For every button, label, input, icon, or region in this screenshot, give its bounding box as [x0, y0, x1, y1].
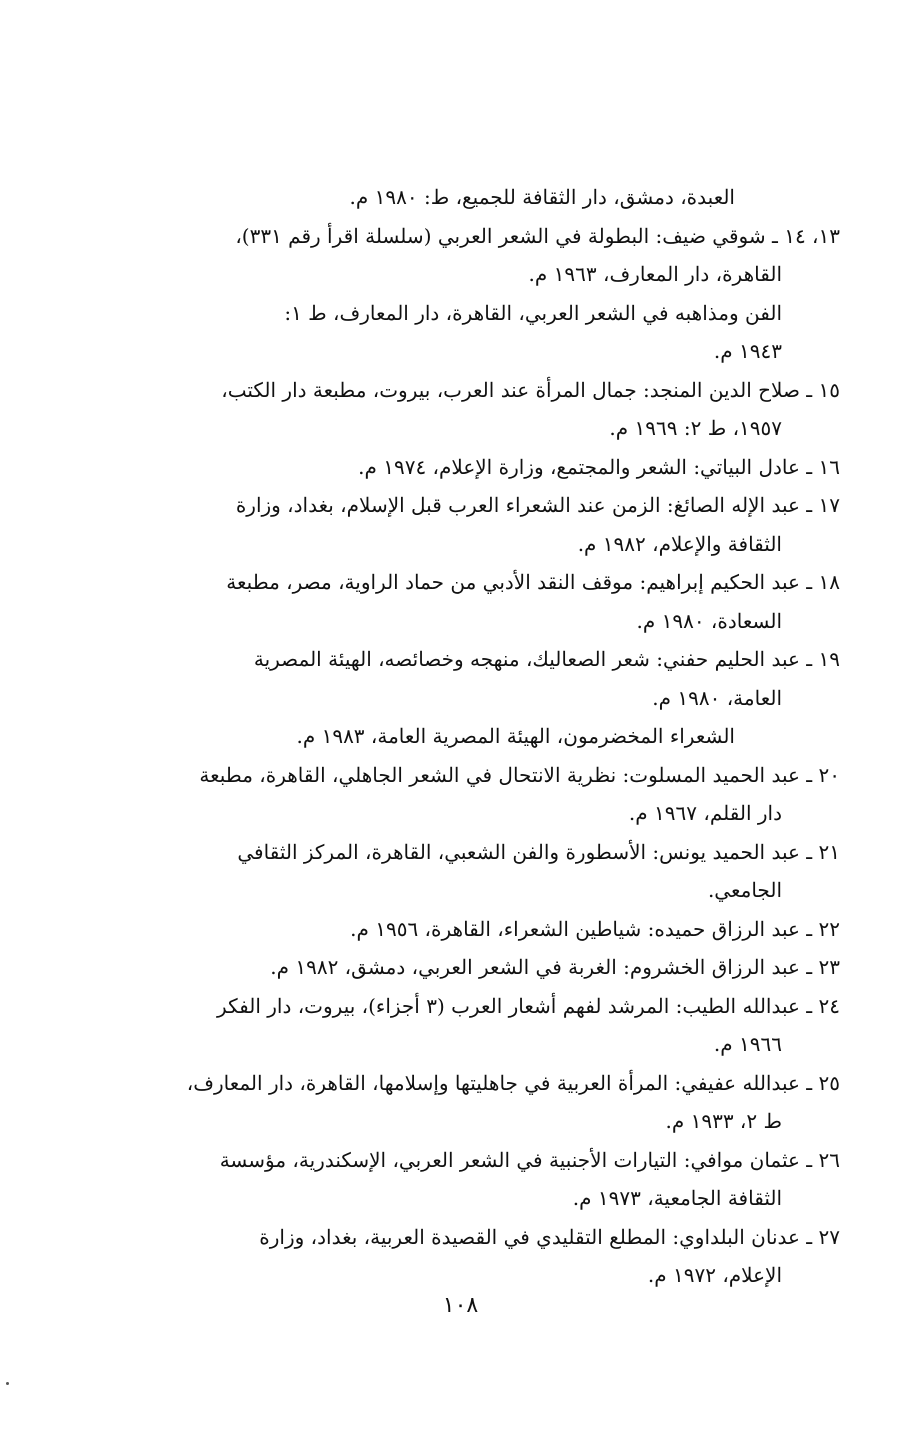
scan-speck — [6, 1382, 9, 1385]
bibliography-entry-line: ١٩ ـ عبد الحليم حفني: شعر الصعاليك، منهجه وخصائصه، الهيئة المصرية — [253, 647, 840, 671]
bibliography-continuation-line: الفن ومذاهبه في الشعر العربي، القاهرة، دار المعارف، ط ١: — [284, 300, 782, 325]
bibliography-entry-line: ٢٠ ـ عبد الحميد المسلوت: نظرية الانتحال في الشعر الجاهلي، القاهرة، مطبعة — [199, 762, 840, 787]
bibliography-continuation-line: ط ٢، ١٩٣٣ م. — [665, 1109, 782, 1133]
bibliography-continuation-line: الثقافة الجامعية، ١٩٧٣ م. — [572, 1186, 782, 1210]
bibliography-entry-line: ٢٦ ـ عثمان موافي: التيارات الأجنبية في الشعر العربي، الإسكندرية، مؤسسة — [219, 1147, 840, 1172]
bibliography-entry-line: ١٦ ـ عادل البياتي: الشعر والمجتمع، وزارة الإعلام، ١٩٧٤ م. — [358, 454, 840, 479]
bibliography-entry-line: ١٨ ـ عبد الحكيم إبراهيم: موقف النقد الأدبي من حماد الراوية، مصر، مطبعة — [226, 570, 840, 594]
bibliography-list — [80, 178, 840, 1295]
bibliography-continuation-line: السعادة، ١٩٨٠ م. — [636, 608, 782, 633]
bibliography-continuation-line: العبدة، دمشق، دار الثقافة للجميع، ط: ١٩٨٠ م. — [349, 185, 735, 209]
bibliography-entry-line: ٢١ ـ عبد الحميد يونس: الأسطورة والفن الشعبي، القاهرة، المركز الثقافي — [237, 839, 840, 864]
bibliography-entry-line: ٢٢ ـ عبد الرزاق حميده: شياطين الشعراء، القاهرة، ١٩٥٦ م. — [350, 916, 840, 941]
bibliography-entry-line: ١٥ ـ صلاح الدين المنجد: جمال المرأة عند العرب، بيروت، مطبعة دار الكتب، — [221, 377, 840, 402]
bibliography-continuation-line: الشعراء المخضرمون، الهيئة المصرية العامة، ١٩٨٣ م. — [296, 724, 735, 748]
bibliography-entry-line: ١٣، ١٤ ـ شوقي ضيف: البطولة في الشعر العربي (سلسلة اقرأ رقم ٣٣١)، — [235, 223, 840, 248]
bibliography-entry-line: ٢٧ ـ عدنان البلداوي: المطلع التقليدي في القصيدة العربية، بغداد، وزارة — [259, 1224, 840, 1249]
bibliography-entry-line: ٢٤ ـ عبدالله الطيب: المرشد لفهم أشعار العرب (٣ أجزاء)، بيروت، دار الفكر — [217, 993, 840, 1018]
bibliography-continuation-line: ١٩٥٧، ط ٢: ١٩٦٩ م. — [609, 416, 782, 440]
page-number: ١٠٨ — [442, 1293, 479, 1318]
bibliography-continuation-line: ١٩٦٦ م. — [713, 1032, 782, 1056]
bibliography-entry-line: ١٧ ـ عبد الإله الصائغ: الزمن عند الشعراء العرب قبل الإسلام، بغداد، وزارة — [235, 493, 840, 517]
bibliography-continuation-line: الثقافة والإعلام، ١٩٨٢ م. — [577, 531, 782, 556]
bibliography-entry-line: ٢٣ ـ عبد الرزاق الخشروم: الغربة في الشعر العربي، دمشق، ١٩٨٢ م. — [270, 955, 840, 979]
bibliography-continuation-line: ١٩٤٣ م. — [713, 339, 782, 363]
bibliography-continuation-line: الإعلام، ١٩٧٢ م. — [647, 1263, 782, 1287]
bibliography-continuation-line: القاهرة، دار المعارف، ١٩٦٣ م. — [528, 262, 782, 286]
bibliography-entry-line: ٢٥ ـ عبدالله عفيفي: المرأة العربية في جاهليتها وإسلامها، القاهرة، دار المعارف، — [186, 1070, 840, 1095]
bibliography-continuation-line: دار القلم، ١٩٦٧ م. — [628, 801, 782, 825]
bibliography-continuation-line: العامة، ١٩٨٠ م. — [652, 685, 782, 710]
bibliography-continuation-line: الجامعي. — [707, 878, 782, 902]
